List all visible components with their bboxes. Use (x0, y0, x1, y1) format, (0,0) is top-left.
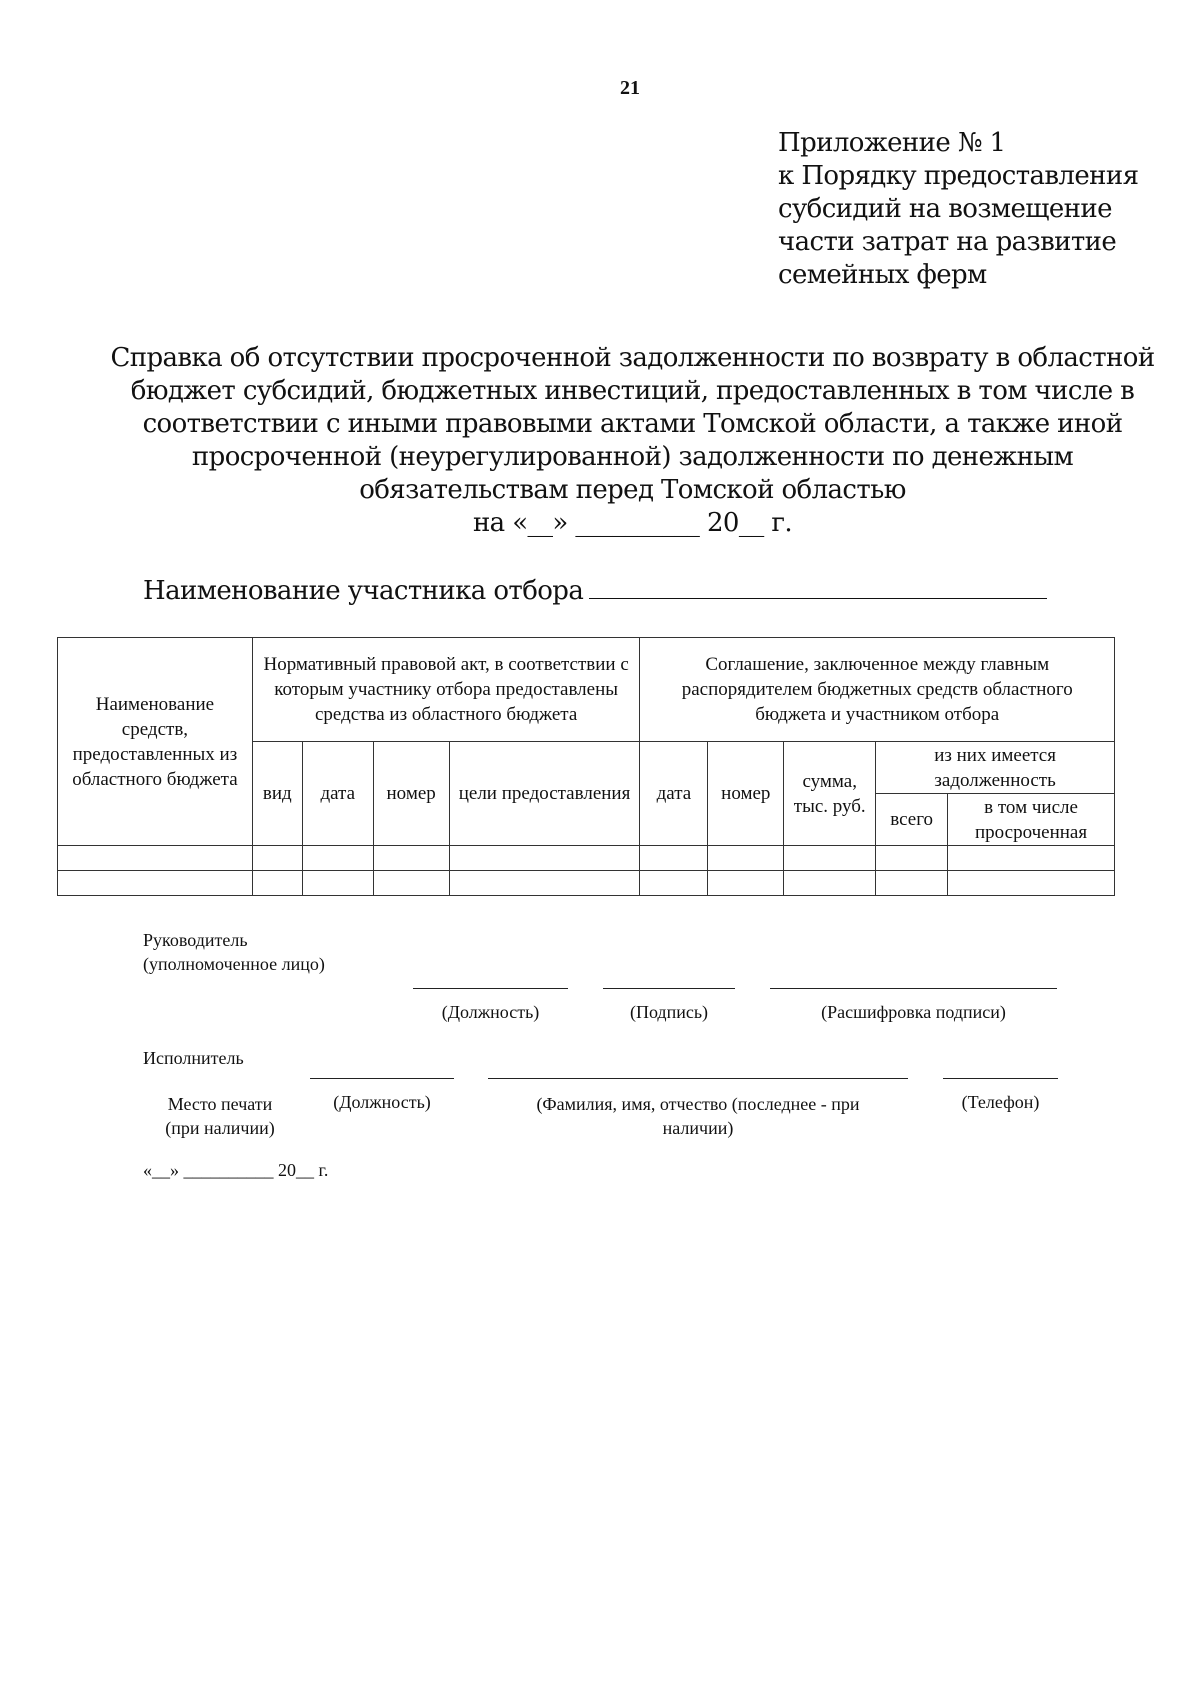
header-agreement: Соглашение, заключенное между главным распорядителем бюджетных средств областного бюджета и участником отбора (640, 638, 1115, 742)
stamp-place (150, 1092, 290, 1140)
table-cell[interactable] (640, 871, 708, 896)
appendix-line: к Порядку предоставления (778, 161, 1139, 191)
executor-phone-caption: (Телефон) (961, 1092, 1040, 1112)
table-cell[interactable] (708, 871, 784, 896)
executor-position-caption: (Должность) (333, 1092, 431, 1112)
table-cell[interactable] (252, 871, 302, 896)
participant-field (143, 572, 1047, 606)
appendix-line: Приложение № 1 (778, 128, 1006, 158)
executor-phone-line[interactable] (943, 1078, 1058, 1079)
table-cell[interactable] (373, 871, 449, 896)
page-number: 21 (620, 77, 640, 99)
header-debt-group: из них имеется задолженность (876, 742, 1115, 794)
table-cell[interactable] (302, 871, 373, 896)
decoding-caption: (Расшифровка подписи) (821, 1002, 1006, 1022)
executor-position-line[interactable] (310, 1078, 454, 1079)
table-cell[interactable] (876, 871, 948, 896)
table-cell[interactable] (784, 846, 876, 871)
title-line: бюджет субсидий, бюджетных инвестиций, предоставленных в том числе в (130, 376, 1135, 406)
table-cell[interactable] (373, 846, 449, 871)
stamp-place-line-2: (при наличии) (165, 1118, 275, 1138)
header-debt-total: всего (876, 794, 948, 846)
signature-line[interactable] (603, 988, 735, 989)
table-cell[interactable] (58, 846, 253, 871)
title-line: соответствии с иными правовыми актами Томской области, а также иной (142, 409, 1123, 439)
title-date-line: на «__» __________ 20__ г. (472, 508, 793, 538)
appendix-line: семейных ферм (778, 260, 987, 290)
position-signature-line[interactable] (413, 988, 568, 989)
appendix-line: части затрат на развитие (778, 227, 1117, 257)
table-row (58, 846, 1115, 871)
header-legal-act: Нормативный правовой акт, в соответствии с которым участнику отбора предоставлены средства из областного бюджета (252, 638, 640, 742)
table-cell[interactable] (449, 871, 640, 896)
header-agreement-sum: сумма, тыс. руб. (784, 742, 876, 846)
table-cell[interactable] (640, 846, 708, 871)
stamp-place-line-1: Место печати (167, 1094, 273, 1114)
head-label (143, 928, 325, 976)
table-cell[interactable] (948, 871, 1115, 896)
title-line: просроченной (неурегулированной) задолженности по денежным (191, 442, 1074, 472)
participant-label: Наименование участника отбора (143, 576, 584, 606)
participant-blank[interactable] (589, 572, 1047, 599)
signature-caption: (Подпись) (629, 1002, 709, 1022)
header-funds-name: Наименование средств, предоставленных из областного бюджета (58, 638, 253, 846)
executor-fio-caption (488, 1092, 908, 1140)
table-cell[interactable] (876, 846, 948, 871)
table-cell[interactable] (302, 846, 373, 871)
header-debt-overdue: в том числе просроченная (948, 794, 1115, 846)
header-act-type: вид (252, 742, 302, 846)
table-cell[interactable] (58, 871, 253, 896)
debt-table (57, 637, 1115, 896)
header-act-date: дата (302, 742, 373, 846)
header-act-number: номер (373, 742, 449, 846)
fio-caption-line-2: наличии) (662, 1118, 734, 1138)
position-caption: (Должность) (441, 1002, 540, 1022)
table-cell[interactable] (708, 846, 784, 871)
title-line: Справка об отсутствии просроченной задолженности по возврату в областной (110, 343, 1155, 373)
document-title (0, 342, 1200, 540)
fio-caption-line-1: (Фамилия, имя, отчество (последнее - при (536, 1094, 860, 1114)
table-cell[interactable] (252, 846, 302, 871)
header-act-purpose: цели предоставления (449, 742, 640, 846)
signature-date-line: «__» __________ 20__ г. (143, 1160, 329, 1180)
appendix-reference (778, 127, 1138, 292)
header-agreement-date: дата (640, 742, 708, 846)
table-cell[interactable] (948, 846, 1115, 871)
table-row (58, 871, 1115, 896)
executor-fio-line[interactable] (488, 1078, 908, 1079)
table-cell[interactable] (449, 846, 640, 871)
table-cell[interactable] (784, 871, 876, 896)
decoding-signature-line[interactable] (770, 988, 1057, 989)
executor-label: Исполнитель (143, 1048, 244, 1068)
head-label-line-1: Руководитель (143, 930, 248, 950)
title-line: обязательствам перед Томской областью (359, 475, 906, 505)
appendix-line: субсидий на возмещение (778, 194, 1112, 224)
head-label-line-2: (уполномоченное лицо) (143, 954, 325, 974)
header-agreement-number: номер (708, 742, 784, 846)
